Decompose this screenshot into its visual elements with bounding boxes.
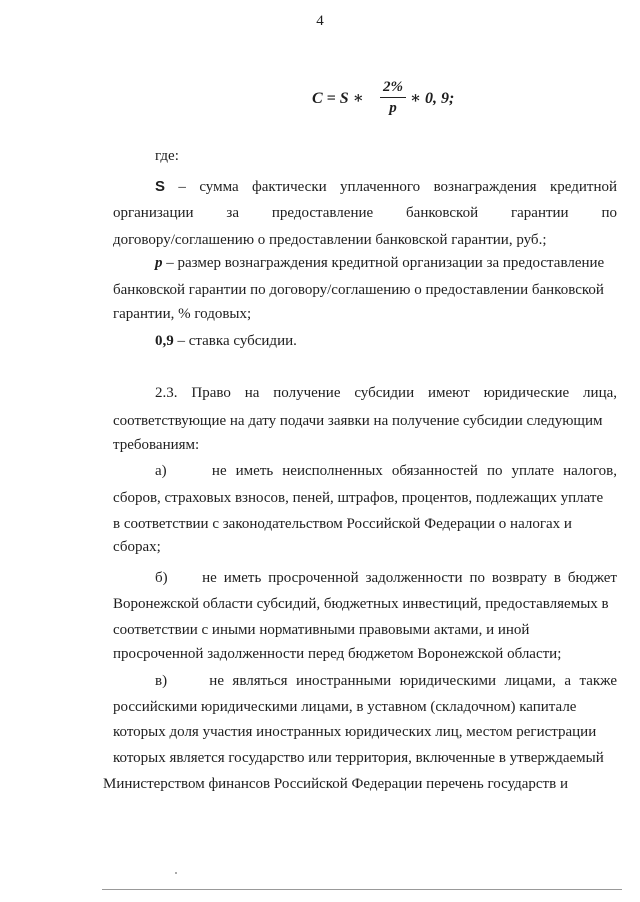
word: банковской <box>406 205 479 221</box>
word: за <box>226 205 239 221</box>
section-2-3-line1: 2.3. Право на получение субсидии имеют юридические лица, <box>155 385 617 401</box>
item-a-line2: сборов, страховых взносов, пеней, штрафов, процентов, подлежащих уплате <box>113 490 604 506</box>
item-b-line4: просроченной задолженности перед бюджетом Воронежской области; <box>113 646 562 662</box>
formula-numerator: 2% <box>383 79 403 95</box>
symbol-s: S <box>155 178 166 195</box>
item-a-line1: а) не иметь неисполненных обязанностей по уплате налогов, <box>155 463 617 479</box>
item-v-line4: которых является государство или территория, включенные в утверждаемый <box>113 750 604 766</box>
word: по <box>601 205 617 221</box>
word: гарантии <box>510 205 569 221</box>
definition-p-text: – размер вознаграждения кредитной организации за предоставление <box>162 255 605 271</box>
formula-lhs: C = S ∗ <box>312 90 364 107</box>
item-b-line1: б) не иметь просроченной задолженности по возврату в бюджет <box>155 570 617 586</box>
item-a-line3: в соответствии с законодательством Российской Федерации о налогах и <box>113 516 572 532</box>
definition-p-line3: гарантии, % годовых; <box>113 306 252 322</box>
definition-p-line1 <box>155 255 604 272</box>
formula-denominator: p <box>389 100 397 116</box>
item-v-line3: которых доля участия иностранных юридических лиц, местом регистрации <box>113 724 597 740</box>
where-label: где: <box>155 148 179 164</box>
symbol-rate: 0,9 <box>155 333 174 349</box>
item-v-line2: российскими юридическими лицами, в уставном (складочном) капитале <box>113 699 577 715</box>
definition-s-line1 <box>155 178 617 196</box>
page-number: 4 <box>316 13 324 29</box>
definition-s-text: – сумма фактически уплаченного вознаграждения кредитной <box>165 179 617 195</box>
item-b-line3: соответствии с иными нормативными правовыми актами, и иной <box>113 622 530 638</box>
definition-rate <box>155 333 297 350</box>
page-bottom-edge <box>102 889 622 890</box>
definition-rate-text: – ставка субсидии. <box>173 333 297 349</box>
section-2-3-line3: требованиям: <box>113 437 200 453</box>
word: организации <box>113 205 194 221</box>
fraction-bar <box>380 97 406 98</box>
item-v-line1: в) не являться иностранными юридическими лицами, а также <box>155 673 617 689</box>
item-v-line5: Министерством финансов Российской Федерации перечень государств и <box>103 776 568 792</box>
symbol-p: p <box>155 255 163 271</box>
definition-s-line3: договору/соглашению о предоставлении банковской гарантии, руб.; <box>113 232 547 248</box>
definition-p-line2: банковской гарантии по договору/соглашению о предоставлении банковской <box>113 282 604 298</box>
formula-rhs: ∗ 0, 9; <box>410 90 455 107</box>
definition-s-line2 <box>113 205 617 222</box>
item-a-line4: сборах; <box>113 539 161 555</box>
word: предоставление <box>271 205 374 221</box>
formula-fraction <box>380 78 406 117</box>
section-2-3-line2: соответствующие на дату подачи заявки на получение субсидии следующим <box>113 413 603 429</box>
scan-speck <box>175 872 177 874</box>
item-b-line2: Воронежской области субсидий, бюджетных инвестиций, предоставляемых в <box>113 596 609 612</box>
